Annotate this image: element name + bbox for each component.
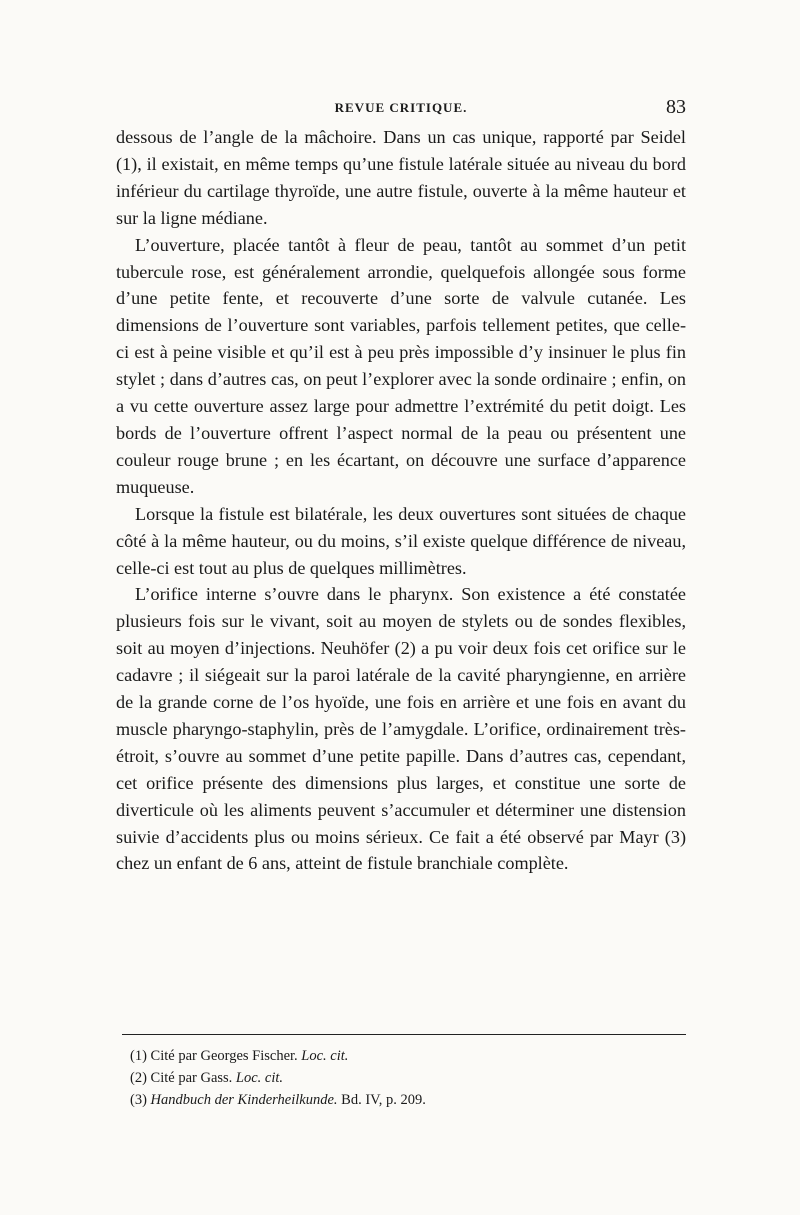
footnotes (130, 1045, 686, 1111)
footnote-mark: (2) (130, 1070, 147, 1086)
body-text (116, 124, 686, 877)
paragraph-3: Lorsque la fistule est bilatérale, les deux ouvertures sont situées de chaque côté à la même hauteur, ou du moins, s’il existe quelque différence de niveau, celle-ci est tout au plus de quelques millimètres. (116, 503, 686, 578)
page-number: 83 (666, 96, 686, 118)
footnote-mark: (3) (130, 1092, 147, 1108)
footnote-2 (130, 1067, 686, 1089)
paragraph-1: dessous de l’angle de la mâchoire. Dans un cas unique, rapporté par Seidel (1), il existait, en même temps qu’une fistule latérale située au niveau du bord inférieur du cartilage thyroïde, une autre fistule, ouverte à la même hauteur et sur la ligne médiane. (116, 127, 686, 228)
paragraph-2: L’ouverture, placée tantôt à fleur de peau, tantôt au sommet d’un petit tubercule rose, est généralement arrondie, quelquefois allongée sous forme d’une petite fente, et recouverte d’une sorte de valvule cutanée. Les dimensions de l’ouverture sont variables, parfois tellement petites, que celle-ci est à peine visible et qu’il est à peu près impossible d’y insinuer le plus fin stylet ; dans d’autres cas, on peut l’explorer avec la sonde ordinaire ; enfin, on a vu cette ouverture assez large pour admettre l’extrémité du petit doigt. Les bords de l’ouverture offrent l’aspect normal de la peau ou présentent une couleur rouge brune ; en les écartant, on découvre une surface d’apparence muqueuse. (116, 234, 686, 497)
footnote-1 (130, 1045, 686, 1067)
paragraph-4: L’orifice interne s’ouvre dans le pharynx. Son existence a été constatée plusieurs fois sur le vivant, soit au moyen de stylets ou de sondes flexibles, soit au moyen d’injections. Neuhöfer (2) a pu voir deux fois cet orifice sur le cadavre ; il siégeait sur la paroi latérale de la cavité pharyngienne, en arrière de la grande corne de l’os hyoïde, une fois en arrière et une fois en avant du muscle pharyngo-staphylin, près de l’amygdale. L’orifice, ordinairement très-étroit, s’ouvre au sommet d’une petite papille. Dans d’autres cas, cependant, cet orifice présente des dimensions plus larges, et constitue une sorte de diverticule où les aliments peuvent s’accumuler et déterminer une distension suivie d’accidents plus ou moins sérieux. Ce fait a été observé par Mayr (3) chez un enfant de 6 ans, atteint de fistule branchiale complète. (116, 584, 686, 874)
page-header (116, 96, 686, 120)
running-head: REVUE CRITIQUE. (334, 100, 468, 115)
footnote-text: Cité par Gass. (150, 1070, 233, 1086)
footnote-text: Handbuch der Kinderheilkunde. (150, 1092, 338, 1108)
footnote-3 (130, 1089, 686, 1111)
footnote-text: Cité par Georges Fischer. (150, 1048, 298, 1064)
footnote-mark: (1) (130, 1048, 147, 1064)
footnote-ref: Bd. IV, p. 209. (341, 1092, 426, 1108)
footnote-ref: Loc. cit. (301, 1048, 349, 1064)
footnote-ref: Loc. cit. (235, 1070, 284, 1086)
footnote-divider (122, 1034, 686, 1035)
